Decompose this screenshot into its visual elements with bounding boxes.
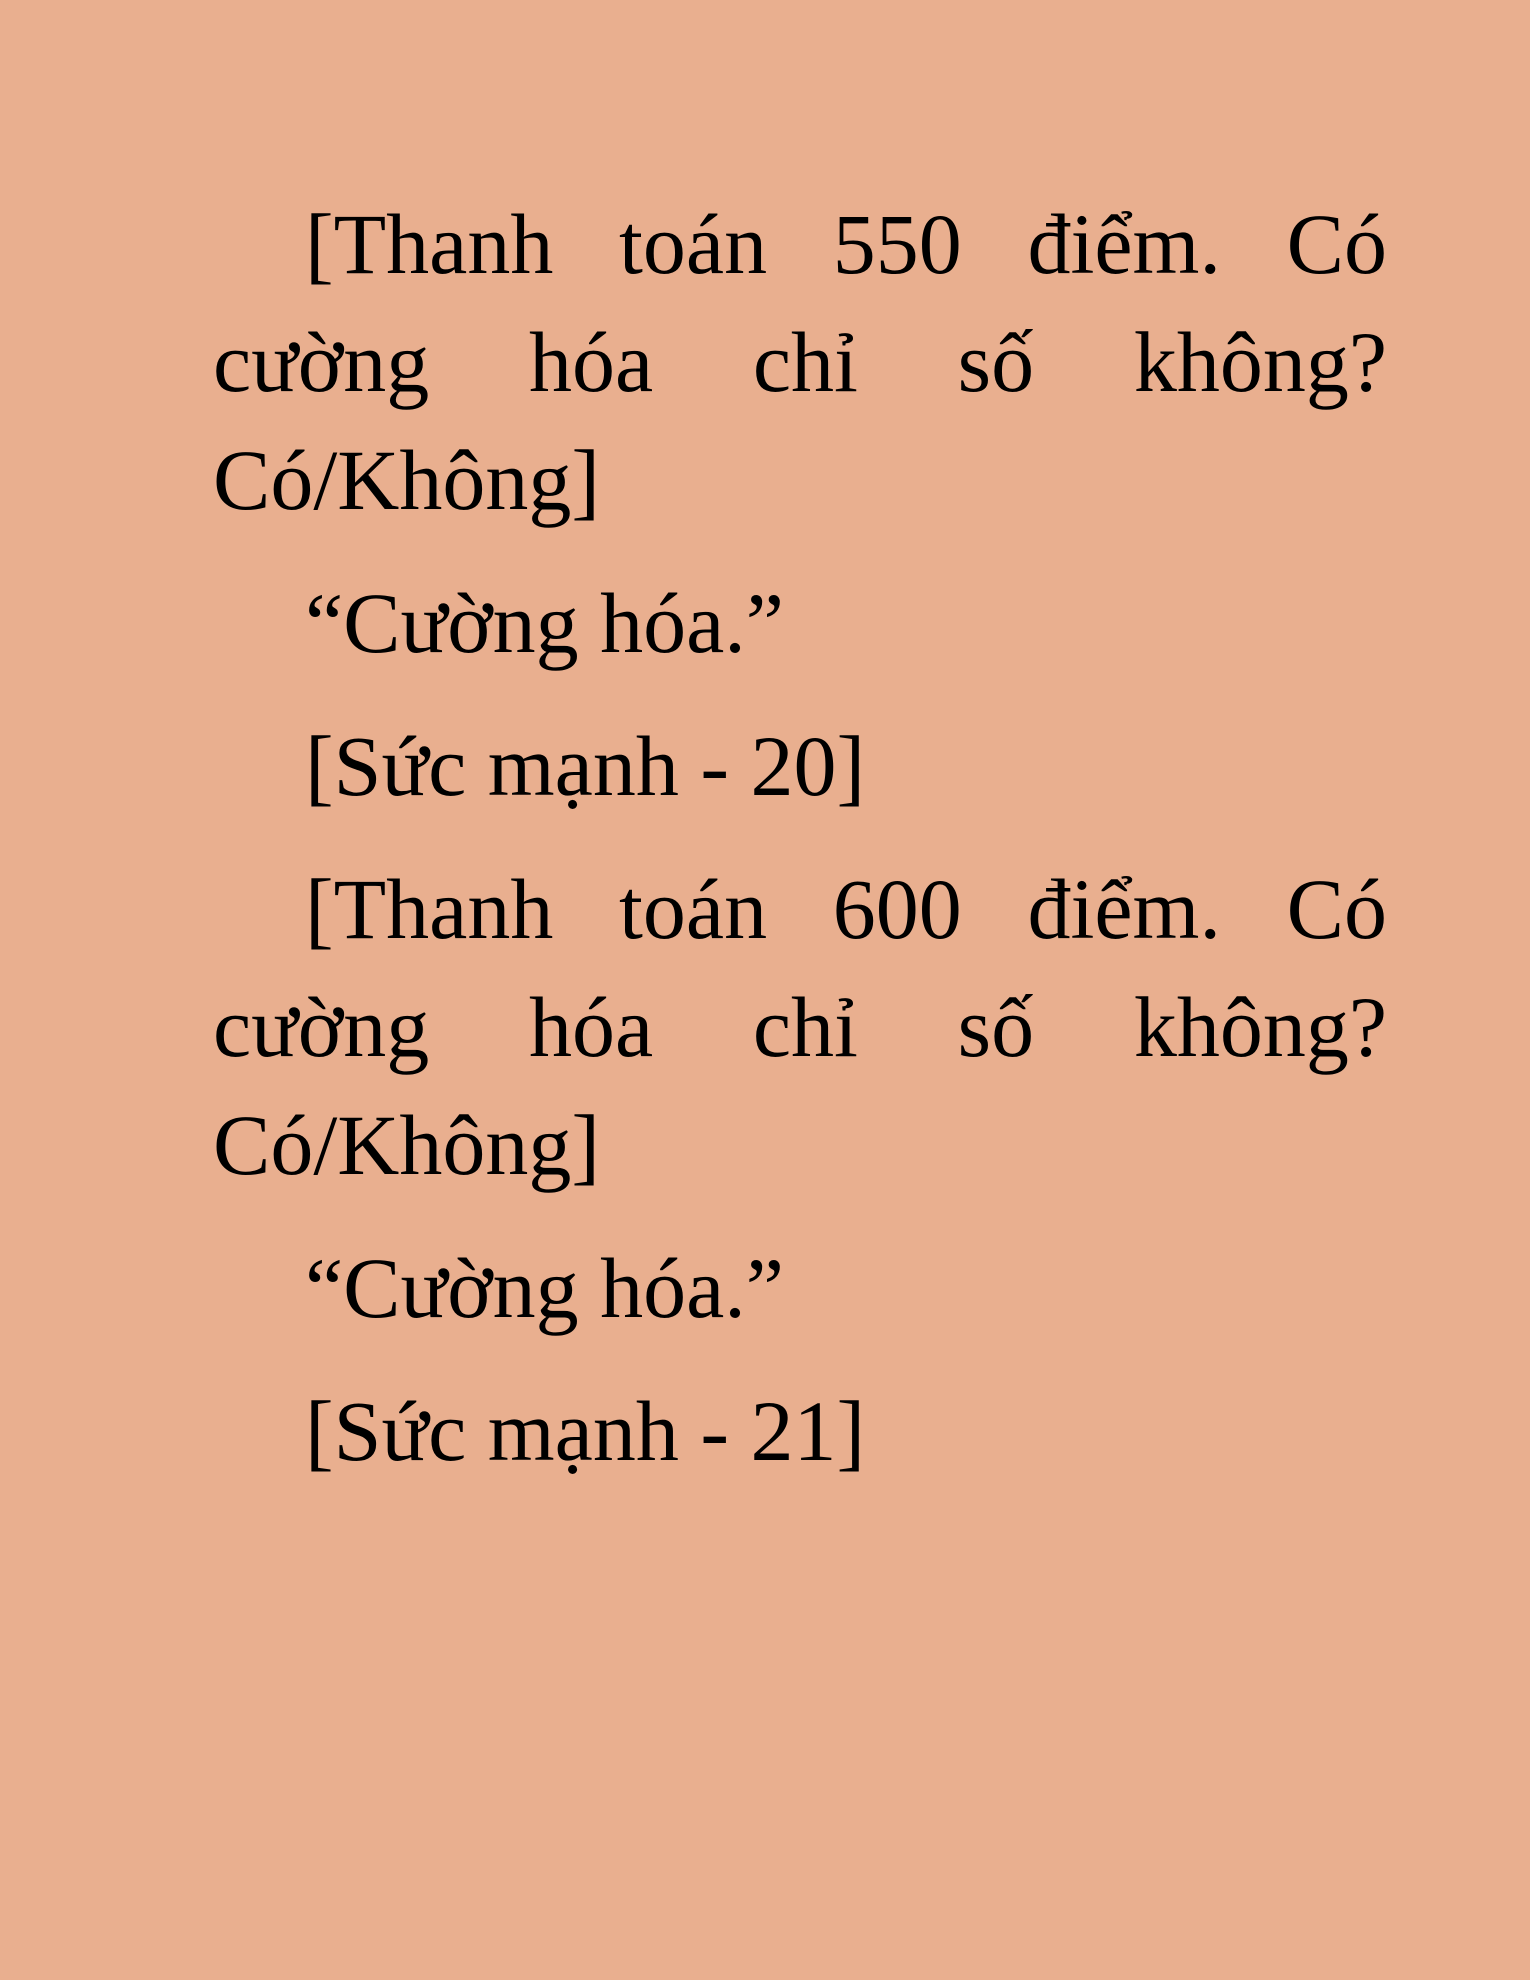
stat-paragraph: [Sức mạnh - 21] [305,1383,866,1479]
system-prompt-paragraph: [Thanh toán 550 điểm. Có cường hóa chỉ số không? Có/Không] [213,196,1387,528]
dialogue-paragraph: “Cường hóa.” [305,1240,784,1336]
system-prompt-paragraph: [Thanh toán 600 điểm. Có cường hóa chỉ số không? Có/Không] [213,861,1387,1193]
document-page [213,185,1387,1515]
stat-paragraph: [Sức mạnh - 20] [305,718,866,814]
dialogue-paragraph: “Cường hóa.” [305,575,784,671]
